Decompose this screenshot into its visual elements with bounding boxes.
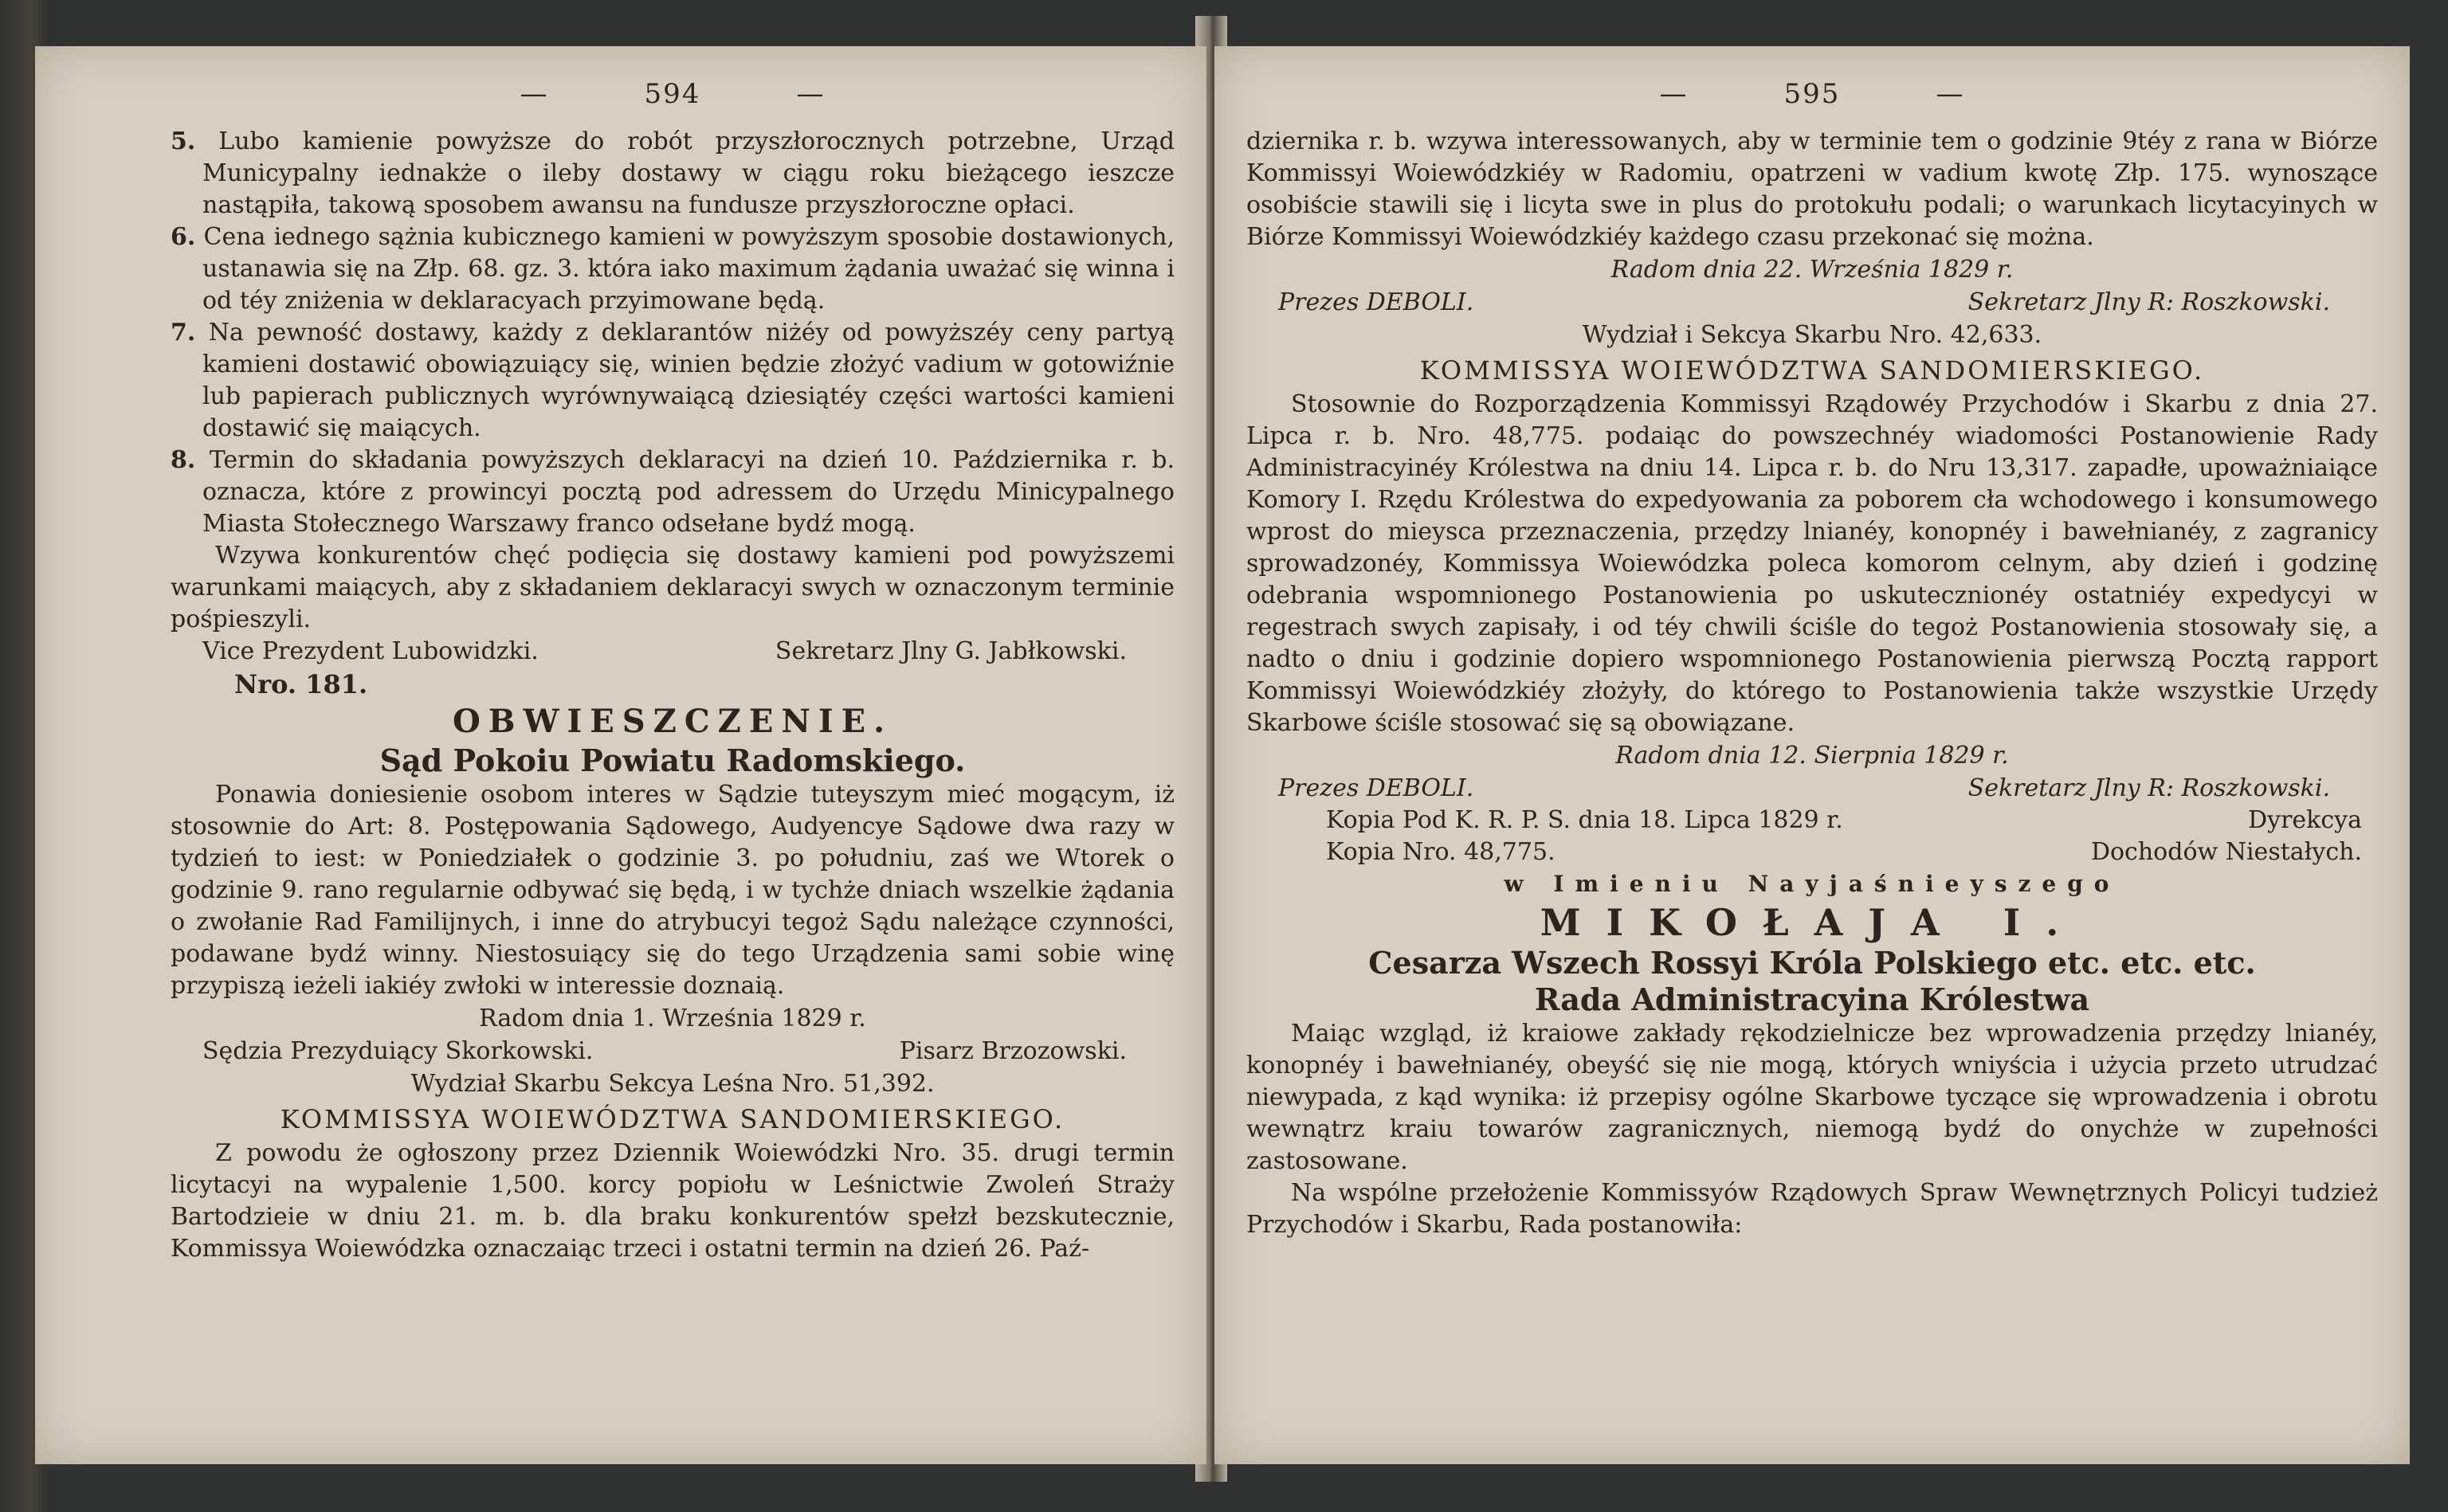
date-1: Radom dnia 22. Września 1829 r. (1610, 256, 2014, 284)
notice-heading: OBWIESZCZENIE. (452, 703, 893, 740)
item-8: 8. Termin do składania powyższych deklaracyi na dzień 10. Października r. b. oznacza, które z prowincyi pocztą pod adressem do Urzędu Minicypalnego Miasta Stołecznego Warszawy franco odsełane bydź mogą. (171, 446, 1175, 538)
customs-notice: Stosownie do Rozporządzenia Kommissyi Rządowéy Przychodów i Skarbu z dnia 27. Lipca r. b. Nro. 48,775. podaiąc do powszechnéy wiadomości Postanowienie Rady Administracyinéy Królestwa na dniu 14. Lipca r. b. do Nru 13,317. zapadłe, upoważniaiące Komory I. Rzędu Królestwa do expedyowania za poborem cła wchodowego i konsumowego wprost do mieysca przeznaczenia, przędzy lnianéy, konopnéy i bawełnianéy, z zagranicy sprowadzonéy, Kommissya Woiewódzka poleca komorom celnym, aby dzień i godzinę odebrania wspomnionego Postanowienia po uskutecznionéy ostatniéy expedycyi w regestrach swych zapisały, i od téy chwili ściśle do tegoż Postanowienia stosowały się, a nadto o dniu i godzinie dopiero wspomnionego Postanowienia pierwszą Pocztą rapport Kommissyi Woiewódzkiéy złożyły, do którego to Postanowienia także wszystkie Urzędy Skarbowe ściśle stosować się są obowiązane. (1246, 390, 2378, 737)
ruler-title: Cesarza Wszech Rossyi Króla Polskiego etc. etc. etc. (1368, 945, 2256, 981)
court-date: Radom dnia 1. Września 1829 r. (479, 1005, 866, 1032)
signatures-1 (171, 636, 1175, 668)
court-name: Sąd Pokoiu Powiatu Radomskiego. (379, 742, 966, 778)
left-page (35, 46, 1206, 1464)
right-page (1214, 46, 2410, 1464)
commission-heading-2: KOMMISSYA WOIEWÓDZTWA SANDOMIERSKIEGO. (1419, 355, 2205, 386)
decree-resolution: Na wspólne przełożenie Kommissyów Rządowych Spraw Wewnętrznych Policyi tudzież Przychodów i Skarbu, Rada postanowiła: (1246, 1179, 2378, 1239)
copy-line-2: Kopia Nro. 48,775. Dochodów Niestałych. (1326, 838, 2362, 866)
signature-secretary: Sekretarz Jlny G. Jabłkowski. (775, 637, 1127, 665)
item-6: 6. Cena iednego sążnia kubicznego kamieni w powyższym sposobie dostawionych, ustanawia się na Złp. 68. gz. 3. która iako maximum żądania uważać się winna i od téy zniżenia w deklaracyach przyimowane będą. (171, 223, 1175, 315)
signature-vice-president: Vice Prezydent Lubowidzki. (202, 637, 539, 665)
ruler-name: MIKOŁAJA I. (1540, 901, 2085, 944)
signature-judge: Sędzia Prezyduiący Skorkowski. (202, 1037, 594, 1065)
signatures-2 (171, 1036, 1175, 1067)
auction-continuation: dziernika r. b. wzywa interessowanych, aby w terminie tem o godzinie 9téy z rana w Biórze Kommissyi Woiewódzkiéy w Radomiu, opatrzeni w vadium kwotę Złp. 175. wynoszące osobiście stawili się i licyta swe in plus do protokułu podali; o warunkach licytacyinych w Biórze Kommissyi Woiewódzkiéy każdego czasu przekonać się można. (1246, 127, 2378, 251)
signature-president: Prezes DEBOLI. (1278, 288, 1474, 316)
page-number-right: — 595 — (1659, 78, 1965, 110)
commission-heading: KOMMISSYA WOIEWÓDZTWA SANDOMIERSKIEGO. (280, 1104, 1065, 1134)
signature-secretary-2: Sekretarz Jlny R: Roszkowski. (1967, 288, 2330, 316)
call-to-contractors: Wzywa konkurentów chęć podięcia się dostawy kamieni pod powyższemi warunkami maiących, aby z składaniem deklaracyi swych w oznaczonym terminie pośpieszyli. (171, 542, 1175, 633)
signatures-3 (1246, 287, 2378, 319)
department-ref: Wydział Skarbu Sekcya Leśna Nro. 51,392. (410, 1070, 935, 1098)
copy-line-1: Kopia Pod K. R. P. S. dnia 18. Lipca 1829 r. Dyrekcya (1326, 806, 2362, 834)
council-title: Rada Administracyina Królestwa (1534, 981, 2090, 1017)
decree-preamble: Maiąc wzgląd, iż kraiowe zakłady rękodzielnicze bez wprowadzenia przędzy lnianéy, konopnéy i bawełnianéy, obeyść się nie mogą, których wniyścia i użycia przeto utrudzać niewypada, z kąd wynika: iż przepisy ogólne Skarbowe tyczące się wprowadzenia i obrotu wewnątrz kraiu towarów zagranicznych, niemogą bydź do onychże w zupełności zastosowane. (1246, 1020, 2378, 1175)
date-2: Radom dnia 12. Sierpnia 1829 r. (1615, 742, 2009, 770)
court-notice: Ponawia doniesienie osobom interes w Sądzie tuteyszym mieć mogącym, iż stosownie do Art: 8. Postępowania Sądowego, Audyencye Sądowe dwa razy w tydzień to iest: w Poniedziałek o godzinie 3. po południu, zaś we Wtorek o godzinie 9. rano regularnie odbywać się będą, i w tychże dniach wszelkie żądania o zwołanie Rad Familijnych, i inne do atrybucyi tegoż Sądu należące czynności, podawane bydź winny. Niestosuiący się do tego Urządzenia sami sobie winę przypiszą ieżeli iakiéy zwłoki w interessie doznaią. (171, 781, 1175, 1000)
signature-president-2: Prezes DEBOLI. (1278, 774, 1474, 802)
signature-clerk: Pisarz Brzozowski. (899, 1037, 1127, 1065)
signature-secretary-3: Sekretarz Jlny R: Roszkowski. (1967, 774, 2330, 802)
item-5: 5. Lubo kamienie powyższe do robót przyszłorocznych potrzebne, Urząd Municypalny iednakże o ileby dostawy w ciągu roku bieżącego ieszcze nastąpiła, takową sposobem awansu na fundusze przyszłoroczne opłaci. (171, 127, 1175, 219)
department-ref-2: Wydział i Sekcya Skarbu Nro. 42,633. (1582, 321, 2042, 349)
notice-number: Nro. 181. (234, 669, 368, 699)
in-the-name: w Imieniu Nayjaśnieyszego (1504, 871, 2120, 897)
signatures-4 (1246, 773, 2378, 805)
item-7: 7. Na pewność dostawy, każdy z deklarantów niżéy od powyższéy ceny partyą kamieni dostawić obowiązuiący się, winien będzie złożyć vadium w gotowiźnie lub papierach publicznych wyrównywaiącą dziesiątéy części wartości kamieni dostawić się maiących. (171, 319, 1175, 442)
auction-notice: Z powodu że ogłoszony przez Dziennik Woiewódzki Nro. 35. drugi termin licytacyi na wypalenie 1,500. korcy popiołu w Leśnictwie Zwoleń Straży Bartodzieie w dniu 21. m. b. dla braku konkurentów spełzł bezskutecznie, Kommissya Woiewódzka oznaczaiąc trzeci i ostatni termin na dzień 26. Paź- (171, 1139, 1175, 1263)
page-number-left: — 594 — (520, 78, 826, 110)
